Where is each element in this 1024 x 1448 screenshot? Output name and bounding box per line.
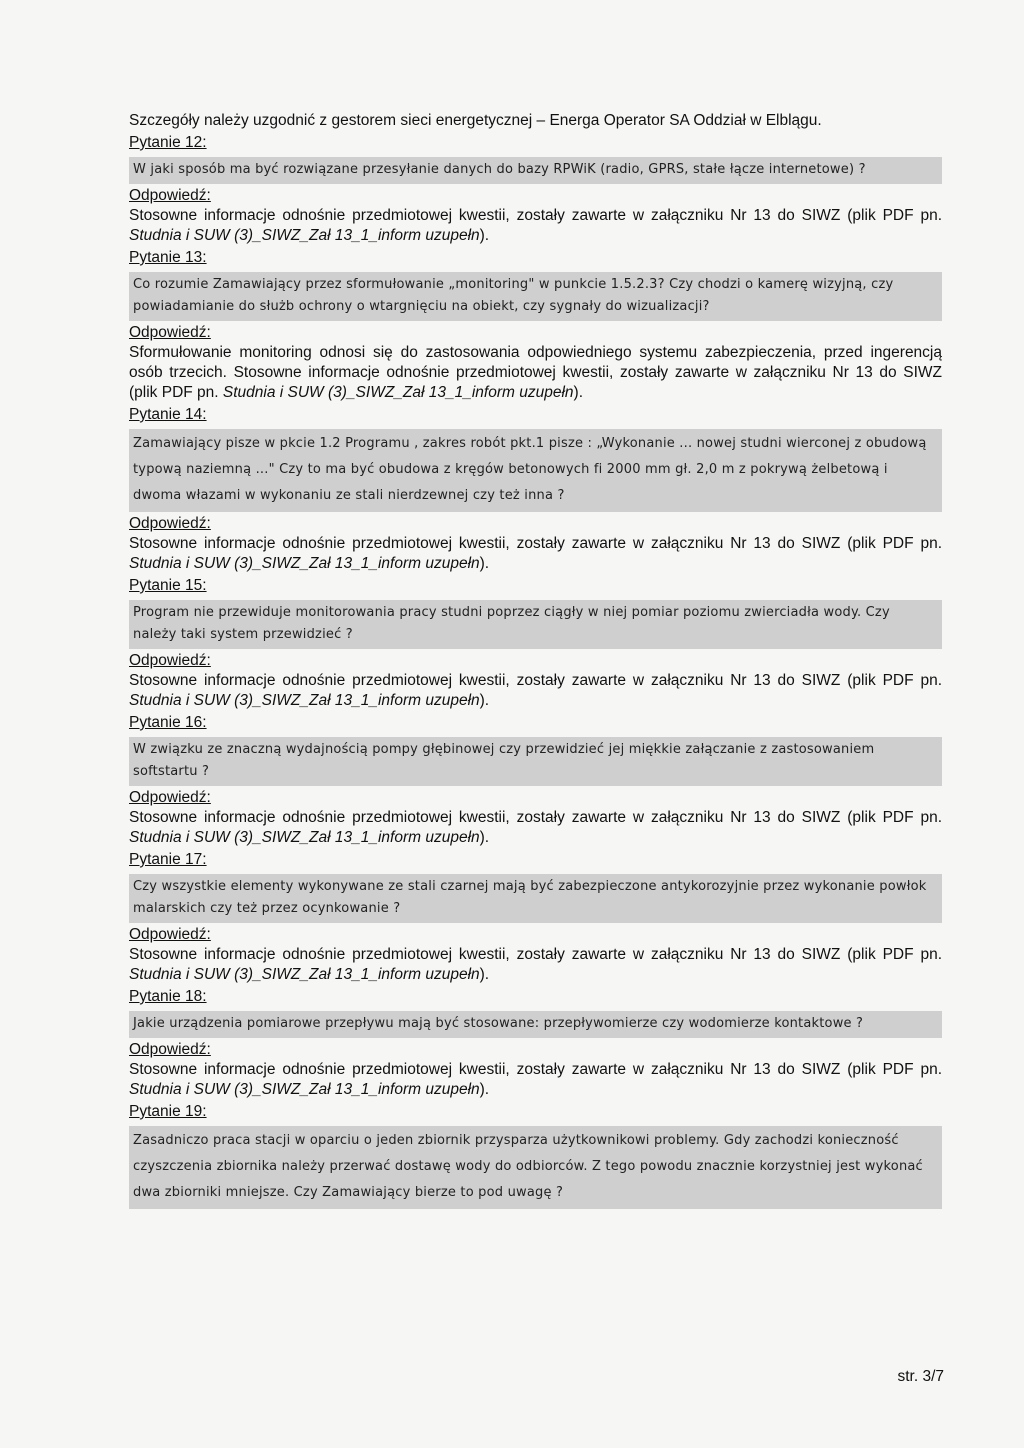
page-number: str. 3/7 [897, 1368, 944, 1385]
intro-text: Szczegóły należy uzgodnić z gestorem sieci energetycznej – Energa Operator SA Oddział w Elblągu. [129, 112, 822, 129]
answer-12-title: Odpowiedź: [129, 187, 211, 204]
question-19-text: Zasadniczo praca stacji w oparciu o jeden zbiornik przysparza użytkownikowi problemy. Gdy zachodzi konieczność czyszczenia zbiornika należy przerwać dostawę wody do odbiorców. Z tego powodu znacznie korzystniej jest wykonać dwa zbiorniki mniejsze. Czy Zamawiający bierze to pod uwagę ? [129, 1126, 942, 1209]
question-15-title: Pytanie 15: [129, 577, 207, 594]
answer-17-title: Odpowiedź: [129, 926, 211, 943]
question-18-text: Jakie urządzenia pomiarowe przepływu mają być stosowane: przepływomierze czy wodomierze kontaktowe ? [129, 1011, 942, 1038]
answer-16-text: Stosowne informacje odnośnie przedmiotowej kwestii, zostały zawarte w załączniku Nr 13 do SIWZ (plik PDF pn. Studnia i SUW (3)_SIWZ_Zał 13_1_inform uzupełn). [129, 809, 942, 846]
question-13-text: Co rozumie Zamawiający przez sformułowanie „monitoring" w punkcie 1.5.2.3? Czy chodzi o kamerę wizyjną, czy powiadamianie do służb ochrony o wtargnięciu na obiekt, czy sygnały do wizualizacji? [129, 272, 942, 321]
document-body [129, 111, 942, 1211]
question-17-title: Pytanie 17: [129, 851, 207, 868]
answer-16-title: Odpowiedź: [129, 789, 211, 806]
question-16-title: Pytanie 16: [129, 714, 207, 731]
question-12-text: W jaki sposób ma być rozwiązane przesyłanie danych do bazy RPWiK (radio, GPRS, stałe łącze internetowe) ? [129, 157, 942, 184]
answer-17-text: Stosowne informacje odnośnie przedmiotowej kwestii, zostały zawarte w załączniku Nr 13 do SIWZ (plik PDF pn. Studnia i SUW (3)_SIWZ_Zał 13_1_inform uzupełn). [129, 946, 942, 983]
answer-14-title: Odpowiedź: [129, 515, 211, 532]
question-18-title: Pytanie 18: [129, 988, 207, 1005]
answer-18-text: Stosowne informacje odnośnie przedmiotowej kwestii, zostały zawarte w załączniku Nr 13 do SIWZ (plik PDF pn. Studnia i SUW (3)_SIWZ_Zał 13_1_inform uzupełn). [129, 1061, 942, 1098]
question-15-text: Program nie przewiduje monitorowania pracy studni poprzez ciągły w niej pomiar poziomu zwierciadła wody. Czy należy taki system przewidzieć ? [129, 600, 942, 649]
answer-13-text: Sformułowanie monitoring odnosi się do zastosowania odpowiedniego systemu zabezpieczenia, przed ingerencją osób trzecich. Stosowne informacje odnośnie przedmiotowej kwestii, zostały zawarte w załączniku Nr 13 do SIWZ (plik PDF pn. Studnia i SUW (3)_SIWZ_Zał 13_1_inform uzupełn). [129, 344, 942, 401]
answer-12-text: Stosowne informacje odnośnie przedmiotowej kwestii, zostały zawarte w załączniku Nr 13 do SIWZ (plik PDF pn. Studnia i SUW (3)_SIWZ_Zał 13_1_inform uzupełn). [129, 207, 942, 244]
question-17-text: Czy wszystkie elementy wykonywane ze stali czarnej mają być zabezpieczone antykorozyjnie przez wykonanie powłok malarskich czy też przez ocynkowanie ? [129, 874, 942, 923]
answer-13-title: Odpowiedź: [129, 324, 211, 341]
answer-15-text: Stosowne informacje odnośnie przedmiotowej kwestii, zostały zawarte w załączniku Nr 13 do SIWZ (plik PDF pn. Studnia i SUW (3)_SIWZ_Zał 13_1_inform uzupełn). [129, 672, 942, 709]
question-19-title: Pytanie 19: [129, 1103, 207, 1120]
answer-14-text: Stosowne informacje odnośnie przedmiotowej kwestii, zostały zawarte w załączniku Nr 13 do SIWZ (plik PDF pn. Studnia i SUW (3)_SIWZ_Zał 13_1_inform uzupełn). [129, 535, 942, 572]
question-13-title: Pytanie 13: [129, 249, 207, 266]
question-16-text: W związku ze znaczną wydajnością pompy głębinowej czy przewidzieć jej miękkie załączanie z zastosowaniem softstartu ? [129, 737, 942, 786]
answer-15-title: Odpowiedź: [129, 652, 211, 669]
question-14-title: Pytanie 14: [129, 406, 207, 423]
answer-18-title: Odpowiedź: [129, 1041, 211, 1058]
question-12-title: Pytanie 12: [129, 134, 207, 151]
question-14-text: Zamawiający pisze w pkcie 1.2 Programu , zakres robót pkt.1 pisze : „Wykonanie ... nowej studni wierconej z obudową typową naziemną ..." Czy to ma być obudowa z kręgów betonowych fi 2000 mm gł. 2,0 m z pokrywą żelbetową i dwoma włazami w wykonaniu ze stali nierdzewnej czy też inna ? [129, 429, 942, 512]
